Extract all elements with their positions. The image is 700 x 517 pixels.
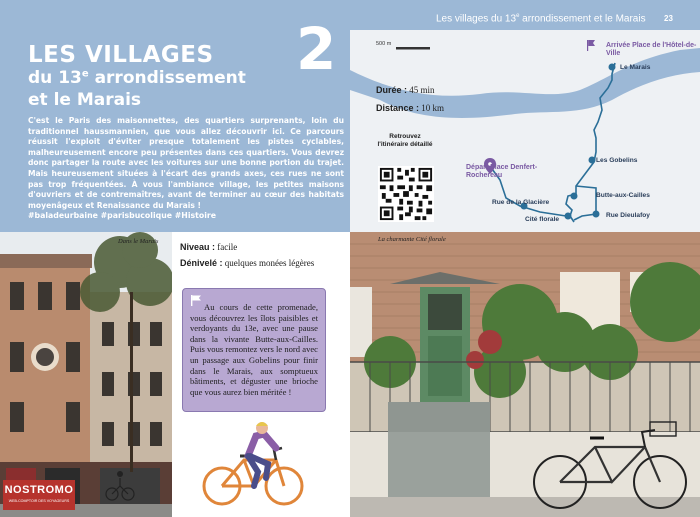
map-start-label: Départ Place Denfert-Rochereau (466, 164, 538, 179)
hashtags: #baladeurbaine #parisbucolique #Histoire (28, 211, 217, 220)
map-stop-rue-dieulafoy: Rue Dieulafoy (606, 212, 650, 219)
map-scale-label: 500 m (376, 41, 392, 47)
qr-caption: Retrouvez l'itinéraire détaillé (377, 133, 433, 148)
map-stop-cite-florale: Cité florale (525, 216, 560, 223)
distance: Distance : 10 km (376, 103, 445, 113)
tip-text: Au cours de cette promenade, vous découvrez les îlots paisibles et verdoyants du 13e, avec une pause dans la vivante Butte-aux-Cailles. Puis vous remontez vers le nord avec un passage aux Gobelins pour finir dans le Marais, aux somptueux bâtiments, et déguster une brioche que vous aurez bien méritée ! (190, 302, 318, 397)
cite-florale-photo (350, 232, 700, 517)
photo-caption-marais: Dans le Marais (118, 238, 159, 245)
page-number: 23 (664, 14, 673, 23)
qr-code-icon[interactable] (378, 166, 434, 222)
map-stop-marais: Le Marais (620, 64, 651, 71)
running-head: Les villages du 13e arrondissement et le Marais (436, 13, 646, 25)
page-title: LES VILLAGES (28, 42, 214, 68)
publisher-name: NOSTROMO (4, 484, 74, 496)
publisher-tagline: WEB-COMPTOIR DES VOYAGEURS (8, 499, 70, 503)
photo-caption-cite-florale: La charmante Cité florale (378, 236, 446, 243)
page-subtitle-line-1: du 13e arrondissement (28, 68, 246, 88)
map-stop-butte-aux-cailles: Butte-aux-Cailles (596, 192, 650, 199)
difficulty-level: Niveau : facile (180, 242, 238, 252)
page-subtitle-line-2: et le Marais (28, 90, 142, 110)
elevation-info: Dénivelé : quelques monées légères (180, 258, 315, 268)
cyclist-illustration (200, 420, 310, 510)
map-stop-gobelins: Les Gobelins (596, 157, 638, 164)
chapter-number: 2 (296, 15, 337, 83)
duration: Durée : 45 min (376, 85, 435, 95)
map-stop-rue-glaciere: Rue de la Glacière (492, 199, 550, 206)
intro-paragraph: C'est le Paris des maisonnettes, des quartiers surprenants, loin du traditionnel haussmannien, que vous allez découvrir ici. Ce parcours réussit l'exploit d'éviter presque totalement les pistes cyclables, malheureusement encore peu présentes dans ces quartiers. Vous devrez donc partager la route avec les voitures sur une bonne portion du trajet. Mais heureusement situées à l'écart des grands axes, ces rues ne sont pas trop fréquentées. À vous l'ambiance village, les petites maisons d'ouvriers et de contremaîtres, avant de terminer au cœur des habitats moyenâgeux et Renaissance du Marais ! (28, 116, 344, 210)
map-end-label: Arrivée Place de l'Hôtel-de-Ville (606, 42, 697, 57)
marais-photo (0, 232, 172, 517)
